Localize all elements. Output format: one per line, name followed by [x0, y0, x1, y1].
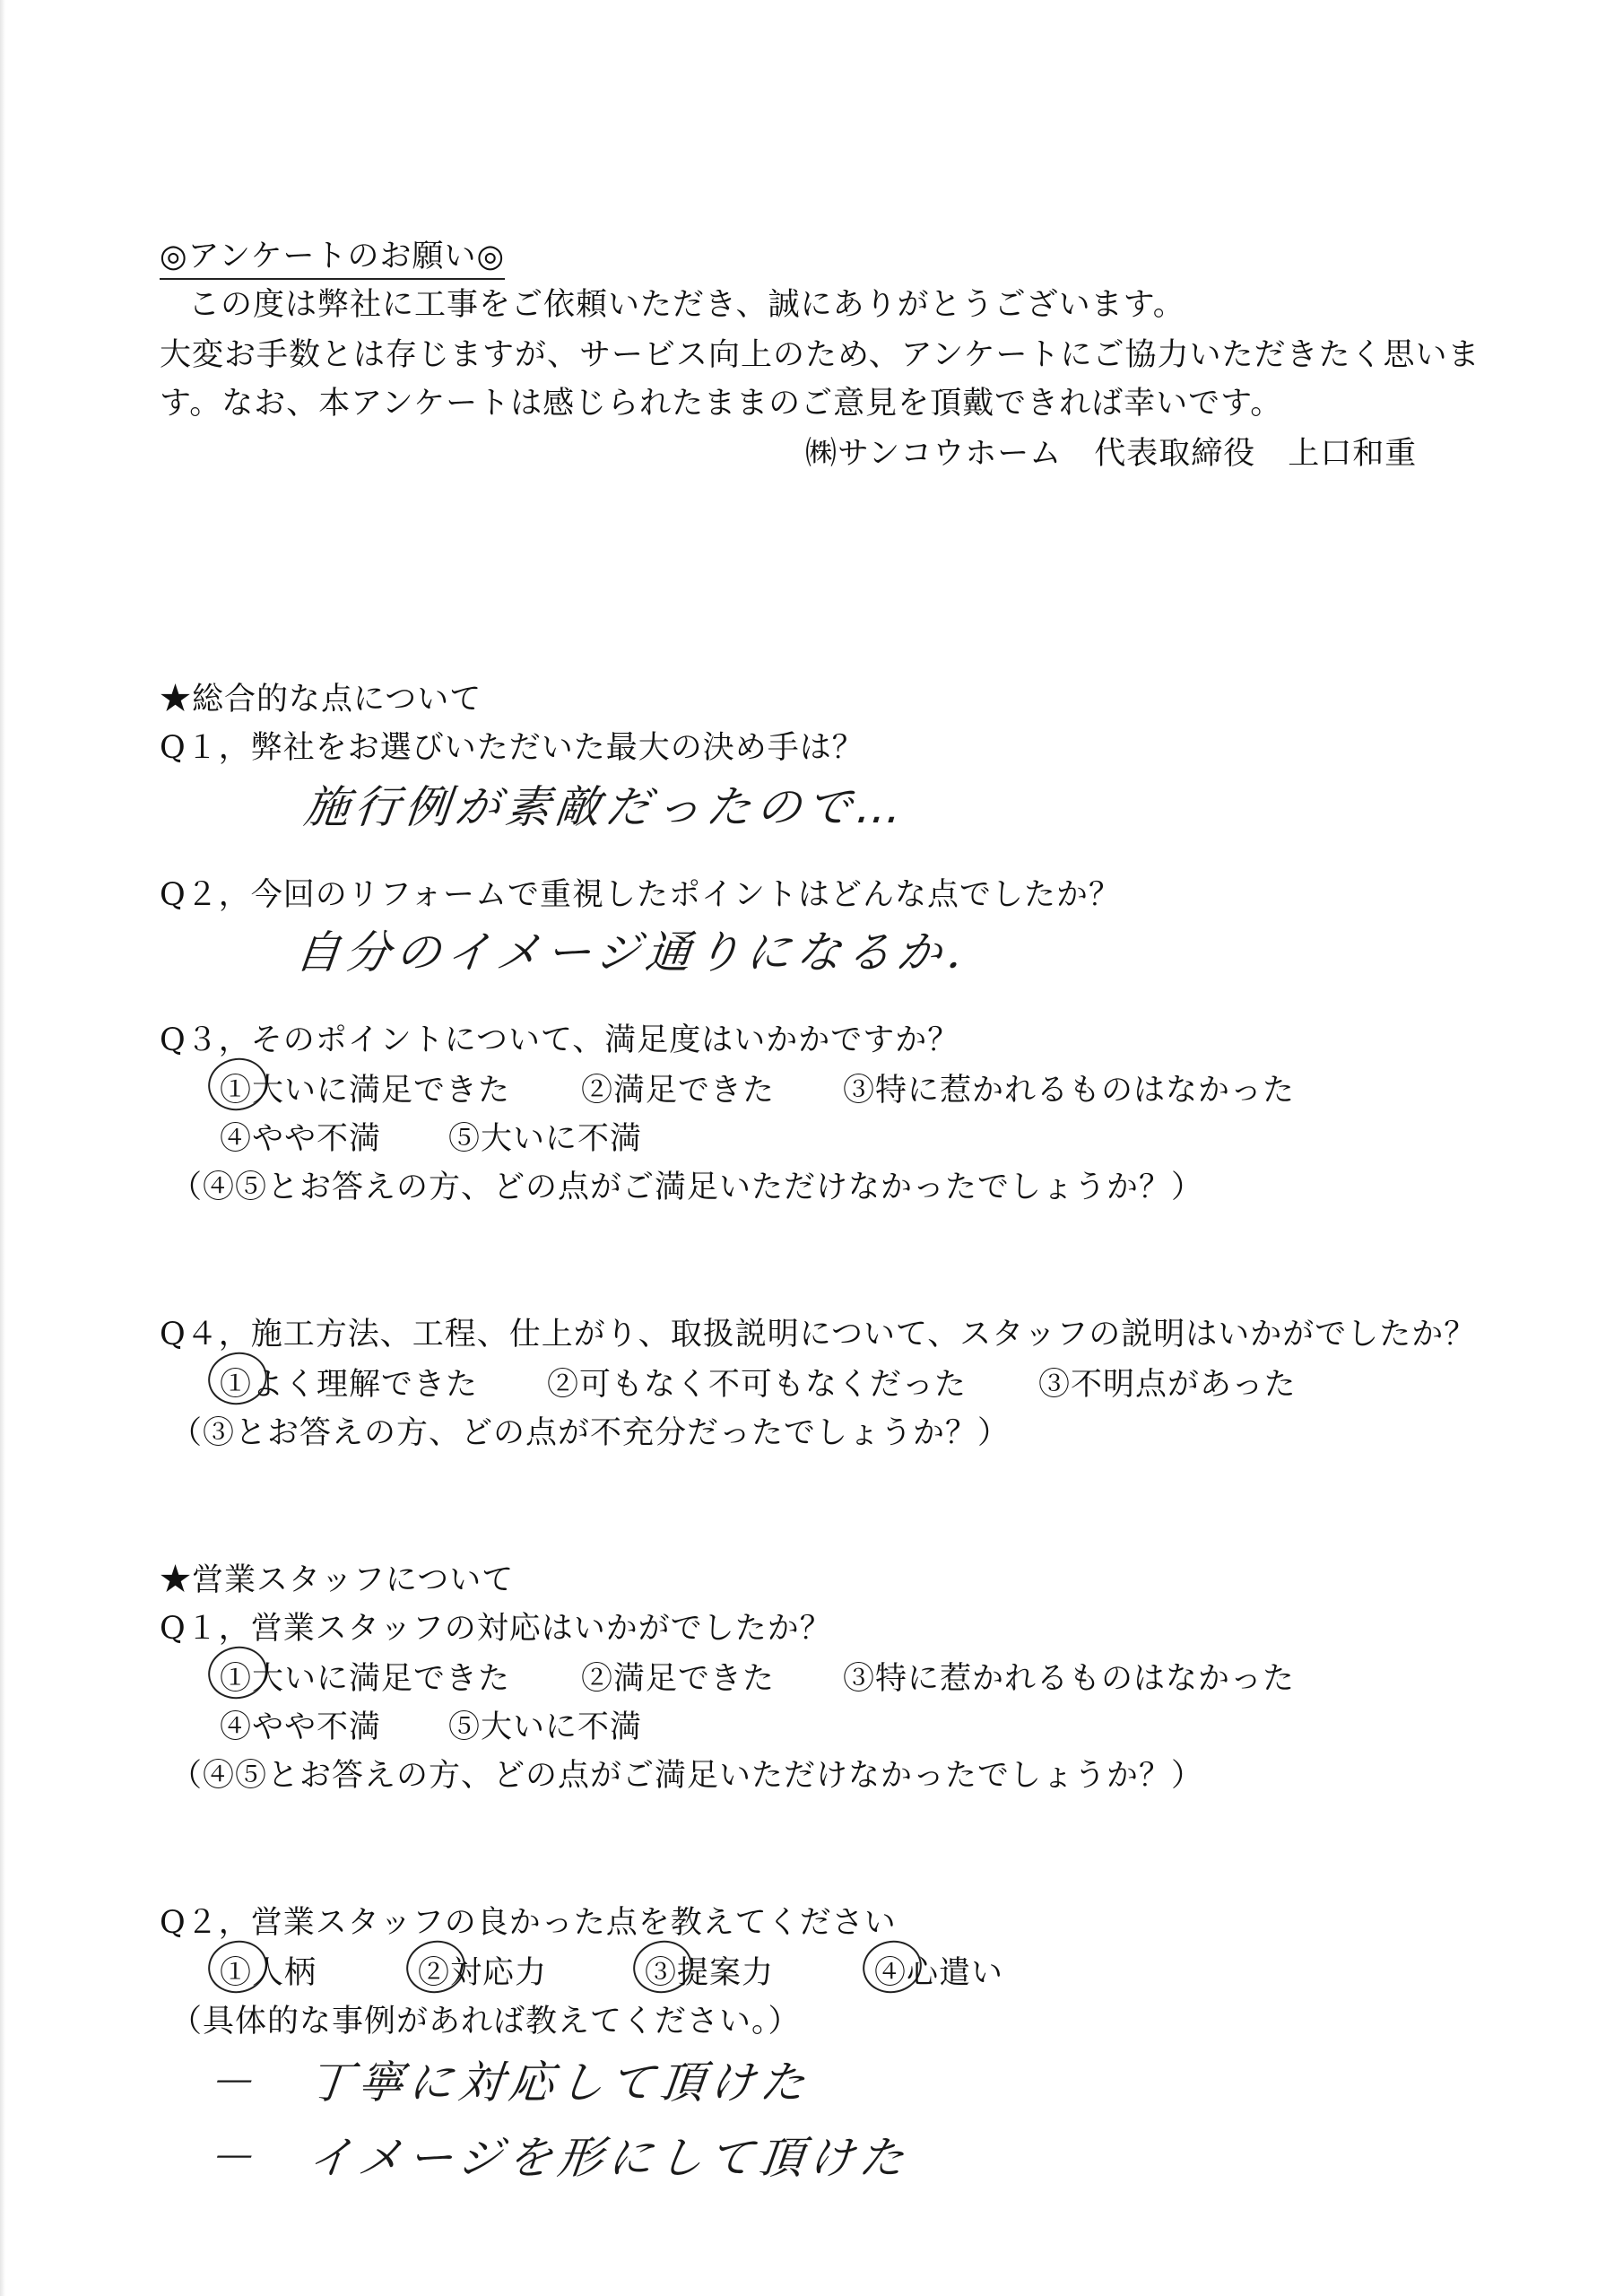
s2-q1-option-4: ④やや不満 — [220, 1709, 382, 1745]
s2-q1-question: Q１，営業スタッフの対応はいかがでしたか？ — [160, 1611, 832, 1647]
s2-q1-followup: （④⑤とお答えの方、どの点がご満足いただけなかったでしょうか？） — [170, 1758, 1204, 1794]
s2-q2-option-2: ②対応力 — [418, 1955, 548, 1991]
s1-q4-option-1: ①よく理解できた — [220, 1367, 479, 1403]
s1-q3-option-1: ①大いに満足できた — [220, 1073, 511, 1109]
s2-q2-followup: （具体的な事例があれば教えてください。） — [170, 2004, 801, 2039]
s1-q3-question: Q３，そのポイントについて、満足度はいかかですか？ — [160, 1022, 960, 1058]
section1-heading: ★総合的な点について — [160, 682, 482, 718]
s1-q1-handwritten-answer: 施行例が素敵だったので… — [301, 781, 910, 833]
s2-q1-option-1: ①大いに満足できた — [220, 1661, 511, 1697]
s2-q2-handwritten-answer-1: － 丁寧に対応して頂けた — [204, 2057, 813, 2109]
s1-q4-option-2: ②可もなく不可もなくだった — [547, 1367, 968, 1403]
s2-q1-option-2: ②満足できた — [581, 1661, 776, 1697]
s1-q2-handwritten-answer: 自分のイメージ通りになるか． — [292, 926, 1001, 978]
s2-q1-option-5: ⑤大いに不満 — [448, 1709, 643, 1745]
intro-line-3: す。なお、本アンケートは感じられたままのご意見を頂戴できれば幸いです。 — [160, 386, 1283, 422]
s2-q1-option-3: ③特に惹かれるものはなかった — [843, 1661, 1296, 1697]
s1-q3-followup: （④⑤とお答えの方、どの点がご満足いただけなかったでしょうか？） — [170, 1170, 1204, 1205]
intro-line-1: この度は弊社に工事をご依頼いただき、誠にありがとうございます。 — [188, 287, 1185, 323]
s1-q4-question: Q４，施工方法、工程、仕上がり、取扱説明について、スタッフの説明はいかがでしたか？ — [160, 1317, 1477, 1352]
intro-title: ◎アンケートのお願い◎ — [160, 231, 505, 280]
s2-q2-option-1: ①人柄 — [220, 1955, 317, 1991]
s2-q2-option-3: ③提案力 — [645, 1955, 775, 1991]
s2-q2-question: Q２，営業スタッフの良かった点を教えてください — [160, 1905, 897, 1941]
s2-q2-option-4: ④心遣い — [874, 1955, 1004, 1991]
s1-q4-option-3: ③不明点があった — [1038, 1367, 1297, 1403]
s1-q3-option-4: ④やや不満 — [220, 1121, 382, 1157]
s1-q2-question: Q２，今回のリフォームで重視したポイントはどんな点でしたか？ — [160, 877, 1121, 913]
s1-q3-option-5: ⑤大いに不満 — [448, 1121, 643, 1157]
scan-edge-shadow — [0, 0, 5, 2296]
intro-line-2: 大変お手数とは存じますが、サービス向上のため、アンケートにご協力いただきたく思いま — [160, 337, 1480, 373]
s1-q4-followup: （③とお答えの方、どの点が不充分だったでしょうか？） — [170, 1415, 1011, 1451]
s1-q3-option-2: ②満足できた — [581, 1073, 776, 1109]
signature: ㈱サンコウホーム 代表取締役 上口和重 — [805, 436, 1418, 472]
s1-q3-option-3: ③特に惹かれるものはなかった — [843, 1073, 1296, 1109]
section2-heading: ★営業スタッフについて — [160, 1562, 515, 1598]
s2-q2-handwritten-answer-2: － イメージを形にして頂けた — [204, 2132, 913, 2184]
s1-q1-question: Q１，弊社をお選びいただいた最大の決め手は？ — [160, 730, 864, 766]
